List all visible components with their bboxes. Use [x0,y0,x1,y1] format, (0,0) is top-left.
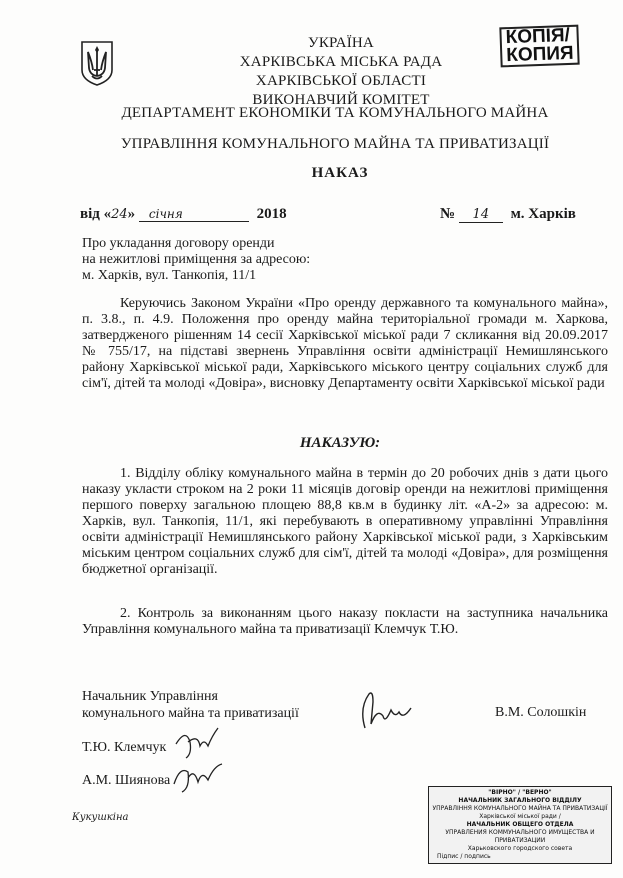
signatory-name: В.М. Солошкін [495,705,587,720]
signatory-title-line-2: комунального майна та приватизації [82,706,299,721]
certified-copy-stamp [428,786,612,864]
date-mid: » [127,206,136,222]
approver-name-2: А.М. Шиянова [82,773,171,788]
preamble: Керуючись Законом України «Про оренду державного та комунального майна», п. 3.8., п. 4.9. Положення про оренду майна територіальної громади м. Харкова, затвердженого рішенням 14 сесії Харківської міської ради 7 скликання від 20.09.2017 № 755/17, на підставі звернень Управління освіти адміністрації Немишлянського району Харківської міської ради, Харківського міського центру соціальних служб для сім'ї, дітей та молоді «Довіра», висновку Департаменту освіти Харківської міської ради [82,296,608,391]
order-item-1: 1. Відділу обліку комунального майна в термін до 20 робочих днів з дати цього наказу укласти строком на 2 роки 11 місяців договір оренди на нежитлові приміщення першого поверху загальною площею 88,8 кв.м в будинку літ. «А-2» за адресою: м. Харків, вул. Танкопія, 11/1, які перебувають в оперативному управлінні Управління освіти адміністрації Немишлянського району Харківської міської ради, з Харківським міським центром соціальних служб для сім'ї, дітей та молоді «Довіра», для розміщення бюджетної організації. [82,466,608,577]
copy-stamp-line-1: КОПІЯ/ [505,24,571,49]
verno-stamp-line-1: "ВІРНО" / "ВЕРНО" [488,789,552,796]
copy-stamp-line-2: КОПИЯ [505,42,575,67]
coat-of-arms-icon [80,40,114,86]
date-line [80,206,287,223]
director-signature-icon [355,688,417,734]
executor-name: Кукушкіна [72,812,129,823]
date-day: 24 [111,207,128,222]
approver-2-signature-icon [170,758,230,798]
verno-stamp-line-4: Харківської міської ради / [479,813,561,820]
subject-line-2: на нежитлові приміщення за адресою: [82,252,311,267]
verno-stamp-line-3: УПРАВЛІННЯ КОМУНАЛЬНОГО МАЙНА ТА ПРИВАТИЗАЦІЇ [432,805,608,812]
committee-name: ВИКОНАВЧИЙ КОМІТЕТ [252,92,430,108]
document-type: НАКАЗ [311,165,369,181]
signatory-title-line-1: Начальник Управління [82,689,218,704]
number-label: № [440,206,456,222]
letterhead [200,34,482,110]
verno-stamp-line-6: УПРАВЛЕНИЯ КОММУНАЛЬНОГО ИМУЩЕСТВА И ПРИВАТИЗАЦИИ [445,829,595,844]
approver-1-signature-icon [172,724,224,762]
date-year: 2018 [256,206,287,222]
department-name: ДЕПАРТАМЕНТ ЕКОНОМІКИ ТА КОМУНАЛЬНОГО МАЙНА [121,105,549,121]
order-heading: НАКАЗУЮ: [299,435,381,451]
number-line [440,206,576,223]
order-number: 14 [459,207,503,223]
council-name: ХАРКІВСЬКА МІСЬКА РАДА [239,54,443,70]
verno-stamp-line-5: НАЧАЛЬНИК ОБЩЕГО ОТДЕЛА [466,821,574,828]
subject [82,236,310,284]
date-prefix: від « [80,206,112,222]
verno-stamp-line-2: НАЧАЛЬНИК ЗАГАЛЬНОГО ВІДДІЛУ [458,797,582,804]
verno-stamp-line-7: Харьковского городского совета [467,845,573,852]
office-name: УПРАВЛІННЯ КОМУНАЛЬНОГО МАЙНА ТА ПРИВАТИЗАЦІЇ [120,136,550,152]
signatory-title [82,688,299,722]
verno-stamp-line-8: Підпис / подпись [437,853,491,860]
region-name: ХАРКІВСЬКОЇ ОБЛАСТІ [255,73,427,89]
copy-stamp [500,26,579,66]
date-month: січня [139,207,249,222]
order-item-2: 2. Контроль за виконанням цього наказу покласти на заступника начальника Управління комунального майна та приватизації Клемчук Т.Ю. [82,606,608,637]
subject-line-3: м. Харків, вул. Танкопія, 11/1 [82,268,257,283]
approver-name-1: Т.Ю. Клемчук [82,740,167,755]
city-name: м. Харків [510,206,576,222]
country-name: УКРАЇНА [308,35,374,51]
subject-line-1: Про укладання договору оренди [82,236,275,251]
